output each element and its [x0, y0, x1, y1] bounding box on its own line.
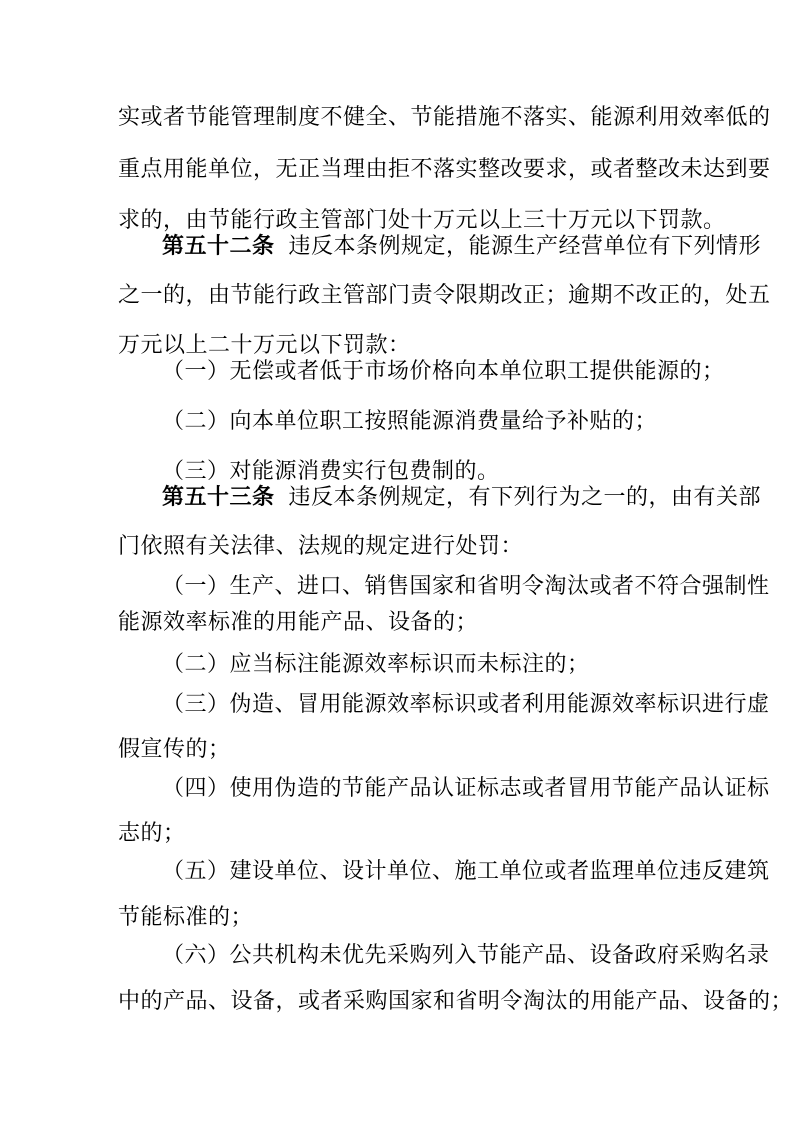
text-line: 节能标准的； [118, 905, 254, 930]
text-line: 万元以上二十万元以下罚款： [118, 333, 411, 358]
text-line: 能源效率标准的用能产品、设备的； [118, 610, 479, 635]
list-item: （一）生产、进口、销售国家和省明令淘汰或者不符合强制性 [162, 574, 770, 599]
article-heading: 第五十三条 [162, 484, 275, 510]
list-item: （一）无偿或者低于市场价格向本单位职工提供能源的； [162, 359, 725, 384]
article-line: 第五十三条 违反本条例规定，有下列行为之一的，由有关部 [162, 484, 762, 510]
text-line: 门依照有关法律、法规的规定进行处罚： [118, 534, 524, 559]
text-line: 之一的，由节能行政主管部门责令限期改正；逾期不改正的，处五 [118, 283, 771, 308]
text-line: 中的产品、设备，或者采购国家和省明令淘汰的用能产品、设备的； [118, 989, 794, 1014]
text-line: 求的，由节能行政主管部门处十万元以上三十万元以下罚款。 [118, 208, 726, 233]
list-item: （五）建设单位、设计单位、施工单位或者监理单位违反建筑 [162, 859, 770, 884]
text-line: 重点用能单位，无正当理由拒不落实整改要求，或者整改未达到要 [118, 157, 771, 182]
text-line: 志的； [118, 821, 186, 846]
text-line: 实或者节能管理制度不健全、节能措施不落实、能源利用效率低的 [118, 105, 771, 130]
list-item: （二）向本单位职工按照能源消费量给予补贴的； [162, 409, 658, 434]
article-line: 第五十二条 违反本条例规定，能源生产经营单位有下列情形 [162, 233, 762, 259]
list-item: （三）对能源消费实行包费制的。 [162, 459, 500, 484]
list-item: （四）使用伪造的节能产品认证标志或者冒用节能产品认证标 [162, 776, 770, 801]
text-line: 假宣传的； [118, 737, 231, 762]
article-heading: 第五十二条 [162, 233, 275, 259]
list-item: （三）伪造、冒用能源效率标识或者利用能源效率标识进行虚 [162, 692, 770, 717]
list-item: （二）应当标注能源效率标识而未标注的； [162, 652, 590, 677]
list-item: （六）公共机构未优先采购列入节能产品、设备政府采购名录 [162, 943, 770, 968]
